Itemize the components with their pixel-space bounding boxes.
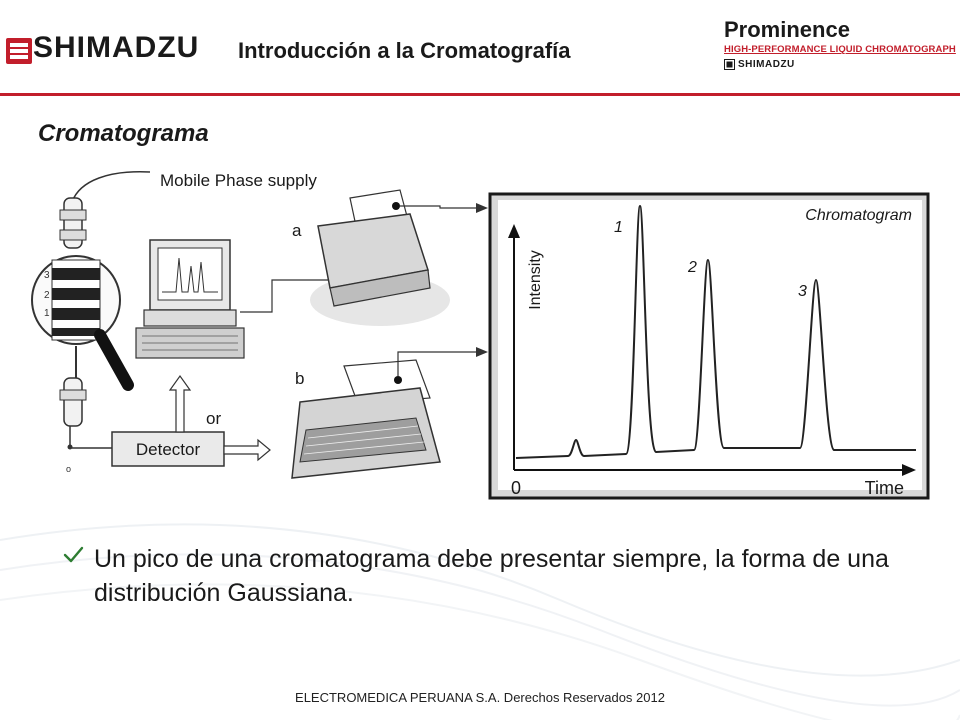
supply-tube	[72, 172, 150, 202]
page-title: Introducción a la Cromatografía	[238, 38, 571, 63]
bullet-text: Un pico de una cromatograma debe presentar siempre, la forma de una distribución Gaussiana.	[94, 545, 889, 607]
slide-header	[0, 0, 960, 95]
brand-name: Prominence	[724, 17, 850, 42]
label-a: a	[292, 221, 302, 240]
chromatogram-panel	[490, 194, 928, 498]
peak-label-3: 3	[798, 283, 807, 300]
column-number-3: 3	[44, 270, 50, 281]
detector-to-printer-arrow-icon	[224, 440, 270, 460]
arrow-b-icon	[476, 347, 488, 357]
prominence-brand	[724, 18, 954, 70]
column-number-2: 2	[44, 290, 50, 301]
outlet-label: o	[66, 464, 72, 474]
peak-label-1: 1	[614, 219, 623, 236]
section-title: Cromatograma	[38, 120, 209, 147]
peak-label-2: 2	[688, 259, 697, 276]
shimadzu-logo-text: SHIMADZU	[33, 31, 200, 64]
detector-to-computer-arrow-icon	[170, 376, 190, 432]
small-shimadzu-icon	[724, 59, 735, 70]
checkmark-icon	[62, 544, 84, 566]
brand-logo-text: SHIMADZU	[738, 59, 795, 71]
mobile-phase-label: Mobile Phase supply	[160, 171, 317, 190]
or-label: or	[206, 409, 222, 428]
hplc-diagram	[0, 140, 960, 520]
detector-label: Detector	[135, 440, 201, 459]
x-axis-label: Time	[864, 478, 904, 498]
origin-label: 0	[511, 478, 522, 498]
chromatogram-title: Chromatogram	[805, 207, 912, 224]
computer-icon	[136, 240, 244, 358]
column-number-1: 1	[44, 308, 50, 319]
footer-text: ELECTROMEDICA PERUANA S.A. Derechos Reservados 2012	[295, 690, 665, 705]
brand-logo-row	[724, 59, 954, 70]
magnifier-handle-icon	[100, 335, 128, 385]
arrow-a-icon	[476, 203, 488, 213]
printer-b-icon	[292, 360, 440, 478]
brand-subtitle: HIGH-PERFORMANCE LIQUID CHROMATOGRAPH	[724, 44, 956, 56]
printer-a-icon	[310, 190, 450, 326]
header-divider	[0, 93, 960, 96]
y-axis-label: Intensity	[527, 250, 544, 310]
label-b: b	[295, 369, 305, 388]
